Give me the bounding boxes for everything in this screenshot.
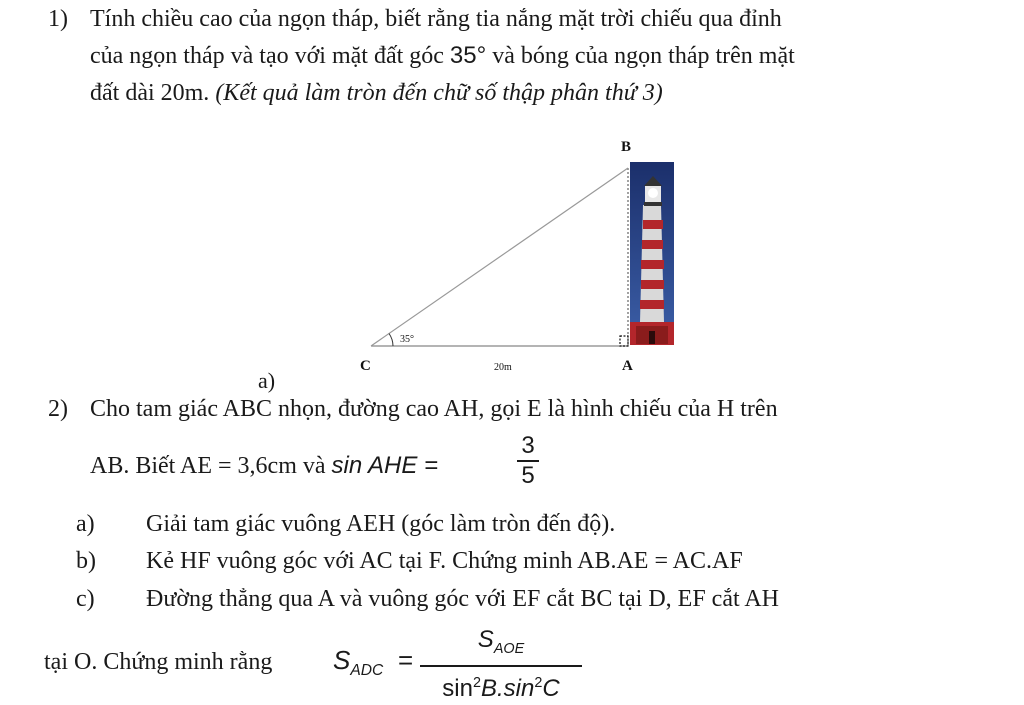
item-c-label: c)	[76, 586, 95, 612]
right-angle-marker	[620, 336, 628, 346]
formula-lhs-sub: ADC	[350, 662, 384, 680]
problem1-line3	[90, 78, 663, 108]
angle-arc	[389, 334, 393, 347]
vertex-c-label: C	[360, 358, 371, 374]
lighthouse-image	[630, 162, 674, 345]
vertex-a-label: A	[622, 358, 633, 374]
formula-num-s: S	[477, 626, 494, 653]
den-b: B.sin	[480, 674, 535, 702]
den-sin1: sin	[442, 674, 473, 702]
item-a-text: Giải tam giác vuông AEH (góc làm tròn đến độ).	[146, 511, 616, 537]
formula-denominator	[420, 667, 582, 705]
lighthouse-figure	[250, 130, 690, 390]
angle-label: 35°	[400, 334, 414, 345]
problem2-line2	[90, 451, 438, 481]
segment-cb	[371, 168, 628, 346]
problem1-note: (Kết quả làm tròn đến chữ số thập phân thứ 3)	[215, 80, 663, 106]
formula-lhs	[333, 645, 383, 686]
problem1-line3-a: đất dài 20m.	[90, 80, 216, 106]
figure-label-a: a)	[258, 368, 276, 393]
formula-numerator	[420, 624, 582, 665]
formula-lhs-s: S	[333, 645, 351, 675]
den-exp1: 2	[472, 674, 481, 691]
den-exp2: 2	[534, 674, 543, 691]
length-label: 20m	[494, 362, 512, 373]
item-b-label: b)	[76, 548, 96, 574]
vertex-b-label: B	[621, 139, 632, 155]
den-c: C	[542, 674, 560, 702]
formula-num-sub: AOE	[493, 640, 525, 657]
problem1-line1: Tính chiều cao của ngọn tháp, biết rằng tia nắng mặt trời chiếu qua đỉnh	[90, 6, 782, 32]
formula-fraction	[420, 624, 582, 705]
item-a-label: a)	[76, 511, 95, 537]
sin-fraction	[517, 432, 539, 490]
item-c-text: Đường thẳng qua A và vuông góc với EF cắt BC tại D, EF cắt AH	[146, 586, 779, 612]
problem1-line2-b: và bóng của ngọn tháp trên mặt	[486, 43, 795, 69]
problem1-line2-a: của ngọn tháp và tạo với mặt đất góc	[90, 43, 450, 69]
problem2-line1: Cho tam giác ABC nhọn, đường cao AH, gọi E là hình chiếu của H trên	[90, 396, 778, 422]
problem2-last-line: tại O. Chứng minh rằng	[44, 649, 273, 675]
problem1-angle: 35°	[449, 42, 487, 69]
problem2-number: 2)	[48, 396, 68, 422]
problem1-number: 1)	[48, 6, 68, 32]
item-b-text: Kẻ HF vuông góc với AC tại F. Chứng minh AB.AE = AC.AF	[146, 548, 743, 574]
problem2-line2-a: AB. Biết AE = 3,6cm và	[90, 453, 332, 479]
formula-equals: =	[398, 645, 414, 675]
sin-expression: sin AHE =	[331, 452, 439, 479]
sin-fraction-numerator: 3	[521, 432, 535, 459]
problem1-line2	[90, 41, 795, 71]
sin-fraction-denominator: 5	[521, 462, 535, 489]
